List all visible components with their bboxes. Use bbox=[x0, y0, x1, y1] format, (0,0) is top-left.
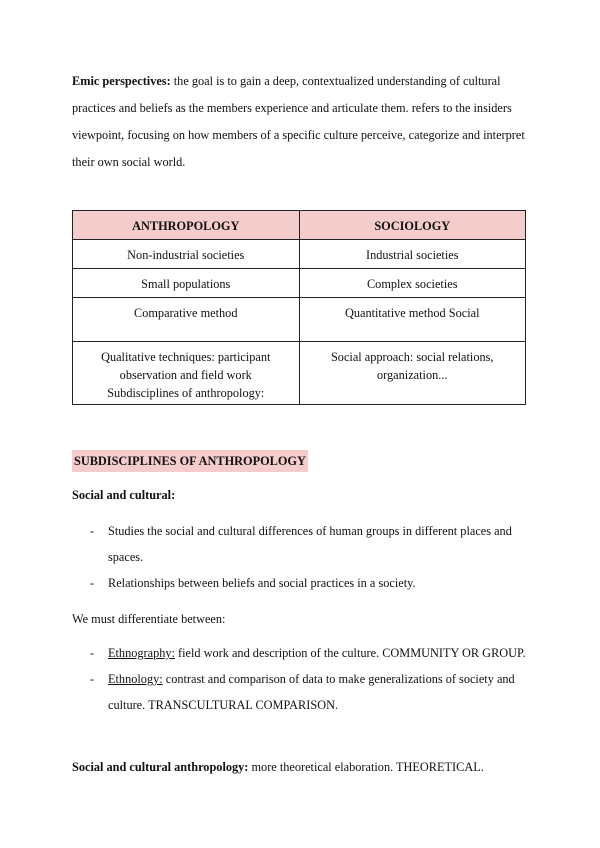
closing-text: more theoretical elaboration. THEORETICAL. bbox=[248, 760, 484, 774]
cell-line: observation and field work bbox=[119, 368, 252, 382]
dash-bullet: - bbox=[90, 646, 95, 660]
table-cell: Comparative method bbox=[73, 298, 300, 342]
table-cell: Small populations bbox=[73, 269, 300, 298]
social-cultural-list bbox=[72, 518, 532, 596]
emic-paragraph bbox=[72, 68, 532, 176]
table-cell: Industrial societies bbox=[299, 240, 526, 269]
dash-bullet: - bbox=[90, 672, 95, 686]
closing-label: Social and cultural anthropology: bbox=[72, 760, 249, 774]
section-heading: SUBDISCIPLINES OF ANTHROPOLOGY bbox=[72, 450, 308, 472]
differentiate-list bbox=[72, 640, 532, 718]
table-row bbox=[73, 240, 526, 269]
table-row bbox=[73, 269, 526, 298]
emic-label: Emic perspectives: bbox=[72, 74, 171, 88]
ethnography-term: Ethnography: bbox=[108, 646, 175, 660]
header-sociology: SOCIOLOGY bbox=[299, 211, 526, 240]
cell-line: Subdisciplines of anthropology: bbox=[107, 386, 265, 400]
list-item-text: Studies the social and cultural differences of human groups in different places and spaces. bbox=[108, 524, 512, 564]
ethnology-term: Ethnology: bbox=[108, 672, 163, 686]
cell-line: Social approach: social relations, bbox=[330, 350, 494, 364]
table-cell: Non-industrial societies bbox=[73, 240, 300, 269]
comparison-table bbox=[72, 210, 526, 405]
table-cell: Complex societies bbox=[299, 269, 526, 298]
dash-bullet: - bbox=[90, 576, 95, 590]
table-row bbox=[73, 298, 526, 342]
table-cell-multiline bbox=[73, 342, 300, 405]
ethnology-text: contrast and comparison of data to make generalizations of society and culture. TRANSCULTURAL COMPARISON. bbox=[108, 672, 515, 712]
list-item-text: Relationships between beliefs and social practices in a society. bbox=[108, 576, 416, 590]
list-item bbox=[72, 518, 532, 570]
dash-bullet: - bbox=[90, 524, 95, 538]
differentiate-paragraph: We must differentiate between: bbox=[72, 612, 226, 626]
emic-text: the goal is to gain a deep, contextualized understanding of cultural practices and beliefs as the members experience and articulate them. refers to the insiders viewpoint, focusing on how members of a specific culture perceive, categorize and interpret their own social world. bbox=[72, 74, 525, 169]
list-item bbox=[72, 570, 532, 596]
social-cultural-label: Social and cultural: bbox=[72, 488, 176, 502]
cell-line: Qualitative techniques: participant bbox=[101, 350, 271, 364]
ethnography-text: field work and description of the culture. COMMUNITY OR GROUP. bbox=[174, 646, 526, 660]
closing-paragraph bbox=[72, 754, 532, 781]
table-cell: Quantitative method Social bbox=[299, 298, 526, 342]
table-row bbox=[73, 342, 526, 405]
cell-line: organization... bbox=[377, 368, 448, 382]
header-anthropology: ANTHROPOLOGY bbox=[73, 211, 300, 240]
table-header-row bbox=[73, 211, 526, 240]
table-cell-multiline bbox=[299, 342, 526, 405]
list-item bbox=[72, 640, 532, 666]
list-item bbox=[72, 666, 532, 718]
